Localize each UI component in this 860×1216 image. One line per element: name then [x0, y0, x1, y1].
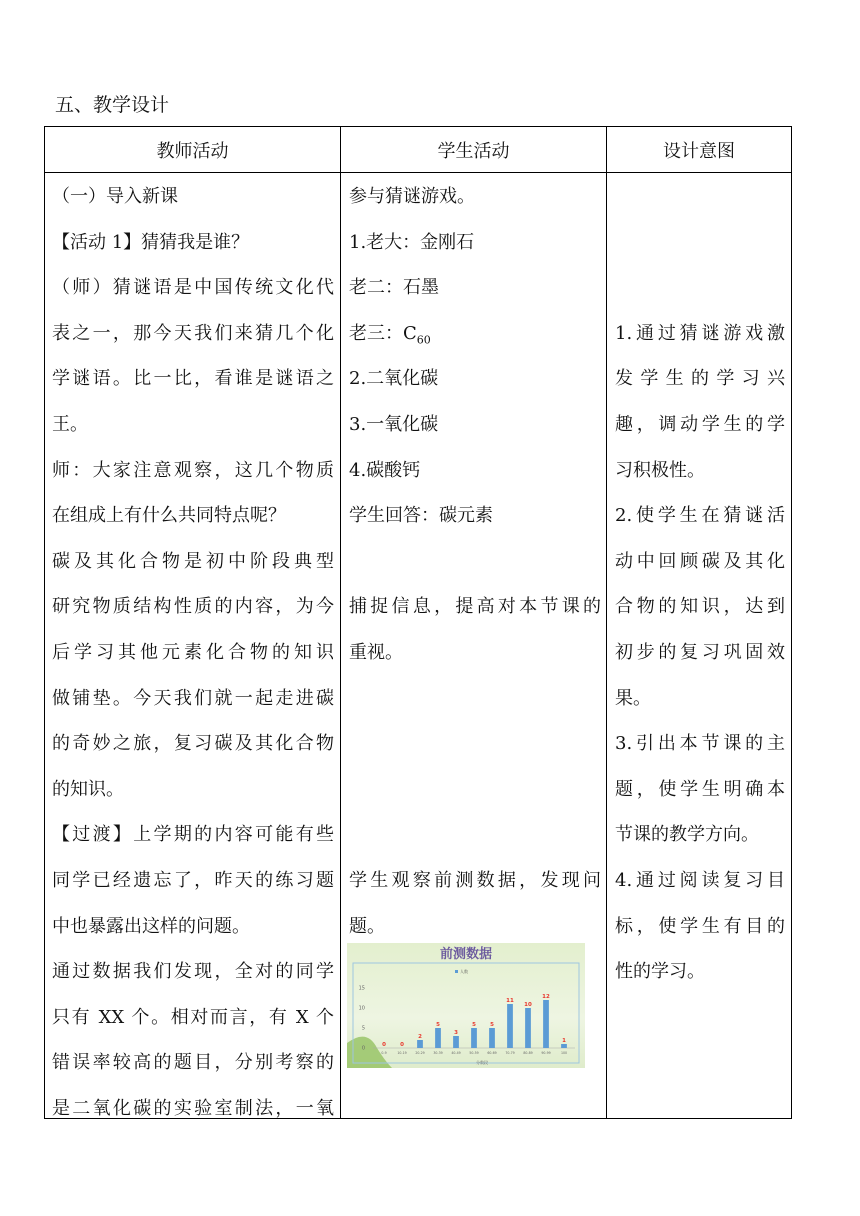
table-border-right [791, 126, 792, 1119]
teacher-line: 的知识。 [52, 778, 124, 800]
student-line-blank [349, 676, 601, 722]
student-line: 3.一氧化碳 [349, 413, 439, 435]
intent-line: 节课的教学方向。 [615, 824, 759, 846]
teacher-line: 后学习其他元素化合物的知识 [52, 641, 334, 663]
x-tick-label: 90-99 [541, 1051, 551, 1055]
student-line-c60 [349, 311, 601, 357]
intent-line: 初步的复习巩固效 [615, 641, 785, 663]
chart-marks [359, 986, 567, 1056]
bar [507, 1004, 513, 1048]
x-axis-title: 分数段 [476, 1060, 488, 1065]
table-header-divider [44, 172, 792, 173]
legend-swatch [455, 970, 458, 973]
intent-line: 1.通过猜谜游戏激 [615, 322, 785, 344]
intent-line: 标，使学生有目的 [615, 915, 785, 937]
header-teacher-activity: 教师活动 [156, 141, 229, 162]
intent-line: 3.引出本节课的主 [615, 733, 785, 755]
header-design-intent: 设计意图 [663, 141, 735, 162]
c60-subscript: 60 [416, 333, 431, 347]
student-line-c60-text: 老三：C [349, 322, 417, 344]
student-line: 老二：石墨 [349, 277, 439, 299]
teacher-line: 错误率较高的题目，分别考察的 [52, 1052, 334, 1074]
teacher-line: 学谜语。比一比，看谁是谜语之 [52, 368, 334, 390]
intent-line: 果。 [615, 687, 651, 709]
data-label: 11 [506, 998, 514, 1004]
student-line-blank [349, 767, 601, 813]
header-student-activity: 学生活动 [437, 141, 510, 162]
data-label: 1 [562, 1038, 566, 1044]
intent-line-blank [615, 174, 785, 220]
student-line-blank [349, 812, 601, 858]
bar [525, 1008, 531, 1048]
bar [543, 1000, 549, 1048]
student-line: 重视。 [349, 641, 403, 663]
teacher-line: 表之一，那今天我们来猜几个化 [52, 322, 334, 344]
teacher-line: 碳及其化合物是初中阶段典型 [52, 550, 334, 572]
intent-line: 合物的知识，达到 [615, 596, 785, 618]
intent-line: 题，使学生明确本 [615, 778, 785, 800]
data-label: 5 [436, 1022, 440, 1028]
teacher-line: 在组成上有什么共同特点呢？ [52, 505, 286, 527]
teacher-line: 【过渡】上学期的内容可能有些 [52, 824, 334, 846]
table-border-top [44, 126, 792, 127]
design-intent-column [615, 174, 785, 995]
intent-line: 习积极性。 [615, 459, 705, 481]
bar [417, 1040, 423, 1048]
teacher-line: 做铺垫。今天我们就一起走进碳 [52, 687, 334, 709]
y-tick-label: 5 [361, 1025, 365, 1032]
table-border-left [44, 126, 45, 1119]
student-activity-column [349, 174, 601, 949]
section-title: 五、教学设计 [55, 94, 170, 116]
teacher-line: 王。 [52, 413, 88, 435]
student-line: 1.老大：金刚石 [349, 231, 475, 253]
x-tick-label: 0-9 [381, 1051, 387, 1055]
x-tick-label: 60-69 [487, 1051, 497, 1055]
data-label: 2 [418, 1034, 422, 1040]
teacher-line: （师）猜谜语是中国传统文化代 [52, 277, 334, 299]
intent-line: 4.通过阅读复习目 [615, 869, 785, 891]
x-tick-label: 70-79 [505, 1051, 515, 1055]
x-tick-label: 30-39 [433, 1051, 443, 1055]
teacher-line: 只有 XX 个。相对而言，有 X 个 [52, 1006, 334, 1028]
student-line: 捕捉信息，提高对本节课的 [349, 596, 601, 618]
teacher-line: 同学已经遗忘了，昨天的练习题 [52, 869, 334, 891]
intent-line: 趣，调动学生的学 [615, 413, 785, 435]
chart-title: 前测数据 [439, 947, 493, 962]
pretest-chart-svg [347, 943, 585, 1068]
student-line: 2.二氧化碳 [349, 368, 439, 390]
teacher-line: （一）导入新课 [52, 186, 178, 207]
table-column-divider-2 [606, 126, 607, 1119]
y-tick-label: 15 [358, 985, 365, 992]
teacher-line: 的奇妙之旅，复习碳及其化合物 [52, 733, 334, 755]
intent-line: 动中回顾碳及其化 [615, 550, 785, 572]
teacher-line: 研究物质结构性质的内容，为今 [52, 596, 334, 618]
student-line-blank [349, 539, 601, 585]
data-label: 12 [542, 994, 550, 1000]
bar [489, 1028, 495, 1048]
pretest-chart [347, 943, 585, 1068]
y-tick-label: 10 [358, 1005, 365, 1012]
teacher-line: 师：大家注意观察，这几个物质 [52, 459, 334, 481]
x-tick-label: 100 [560, 1051, 568, 1055]
bar [453, 1036, 459, 1048]
intent-line: 性的学习。 [615, 961, 705, 983]
student-line: 学生观察前测数据，发现问 [349, 869, 601, 891]
x-tick-label: 10-19 [397, 1051, 407, 1055]
intent-line: 2.使学生在猜谜活 [615, 505, 785, 527]
intent-line-blank [615, 220, 785, 266]
table-column-divider-1 [340, 126, 341, 1119]
y-tick-label: 0 [361, 1045, 365, 1052]
bar [561, 1044, 567, 1048]
legend-label: 人数 [460, 969, 468, 974]
data-label: 10 [524, 1002, 532, 1008]
data-label: 5 [490, 1022, 494, 1028]
data-label: 3 [454, 1030, 458, 1036]
bar [435, 1028, 441, 1048]
intent-line-blank [615, 265, 785, 311]
student-line-blank [349, 721, 601, 767]
bar [471, 1028, 477, 1048]
x-tick-label: 40-49 [451, 1051, 461, 1055]
teacher-activity-column [52, 174, 334, 1131]
x-tick-label: 80-89 [523, 1051, 533, 1055]
student-line: 题。 [349, 915, 385, 937]
student-line: 4.碳酸钙 [349, 459, 421, 481]
x-tick-label: 20-29 [415, 1051, 425, 1055]
teacher-line: 是二氧化碳的实验室制法，一氧 [52, 1097, 334, 1119]
teacher-line: 【活动 1】猜猜我是谁？ [52, 231, 250, 253]
teacher-line: 通过数据我们发现，全对的同学 [52, 961, 334, 983]
teacher-line: 中也暴露出这样的问题。 [52, 915, 250, 937]
data-label: 5 [472, 1022, 476, 1028]
data-label: 0 [382, 1042, 386, 1048]
intent-line: 发学生的学习兴 [615, 368, 785, 390]
student-line: 参与猜谜游戏。 [349, 186, 475, 207]
data-label: 0 [400, 1042, 404, 1048]
x-tick-label: 50-59 [469, 1051, 479, 1055]
student-line: 学生回答：碳元素 [349, 505, 493, 527]
